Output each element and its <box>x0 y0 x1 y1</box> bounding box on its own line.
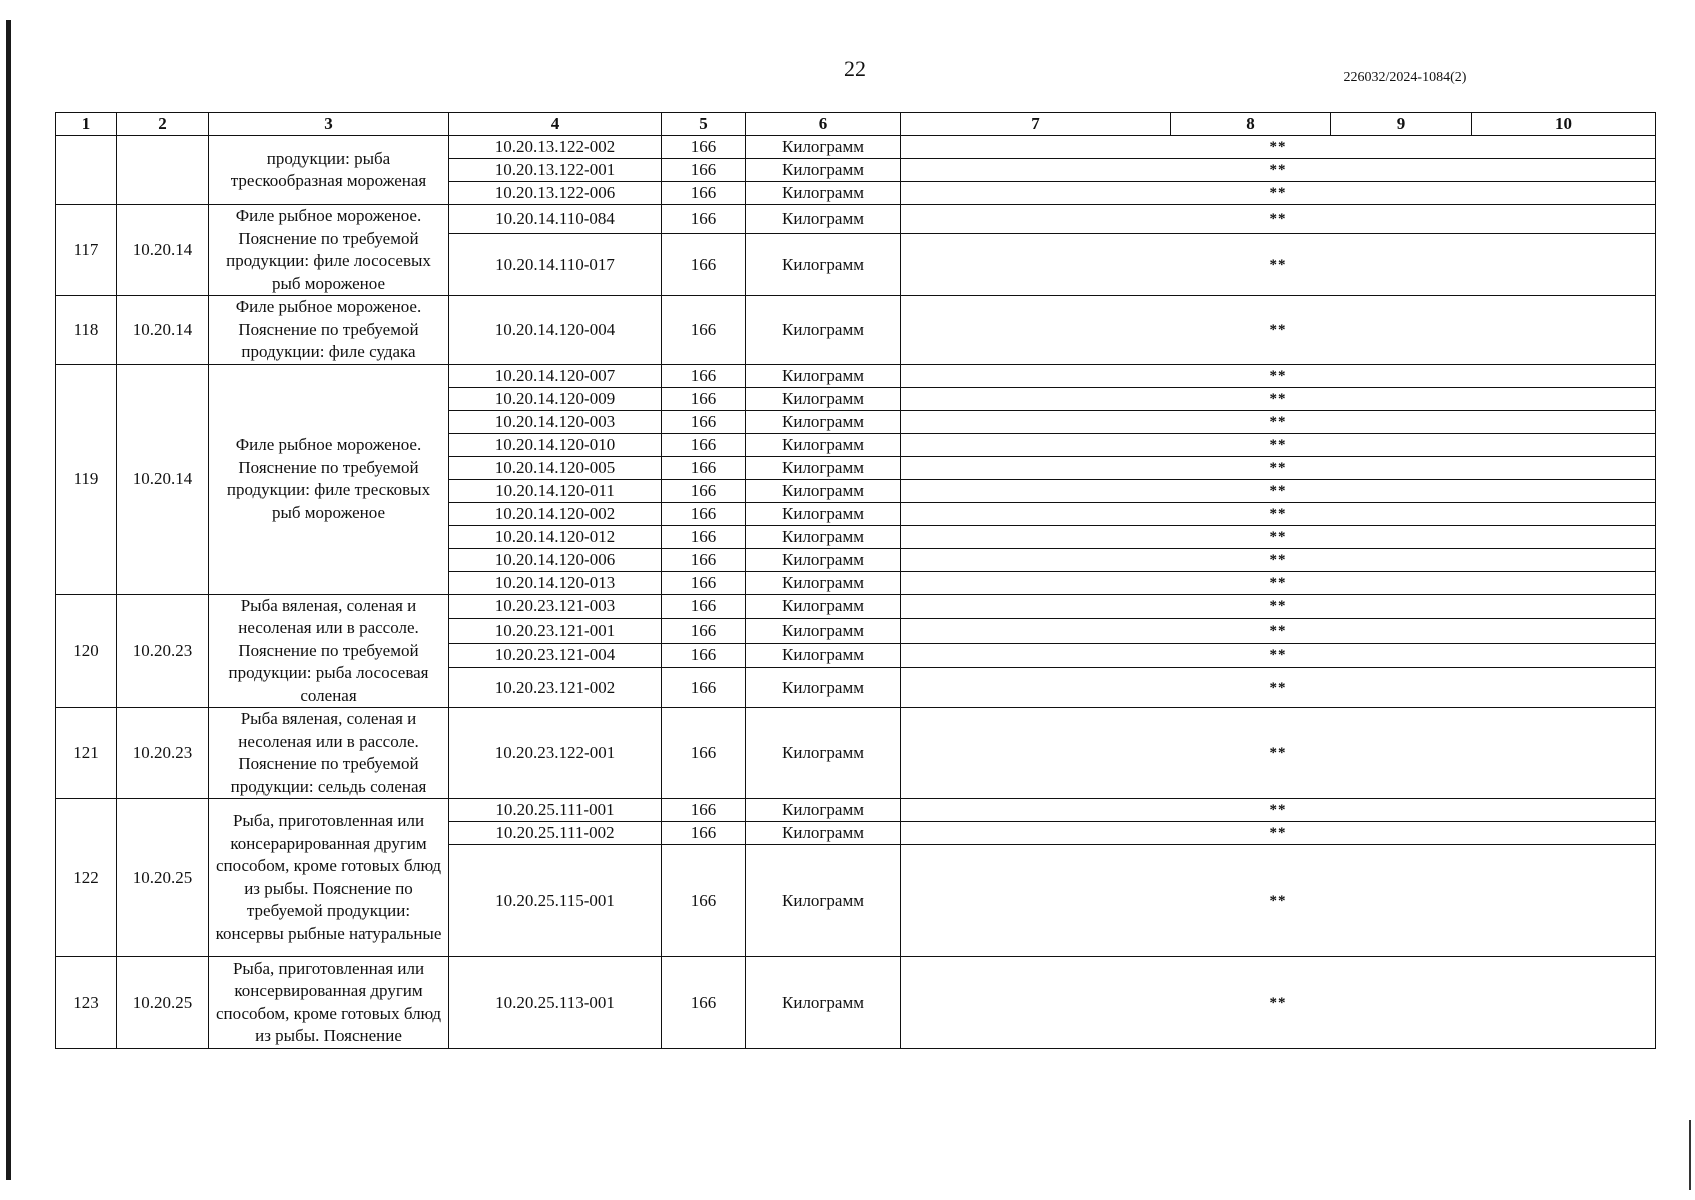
ktru-code-cell: 10.20.14.120-003 <box>449 410 662 433</box>
quantity-cell: ** <box>901 845 1656 957</box>
okei-code-cell: 166 <box>662 571 746 594</box>
ktru-code-cell: 10.20.14.120-013 <box>449 571 662 594</box>
column-header: 1 <box>56 113 117 136</box>
column-header: 9 <box>1331 113 1472 136</box>
ktru-code-cell: 10.20.23.121-001 <box>449 619 662 644</box>
scan-edge-left <box>6 20 11 1180</box>
ktru-code-cell: 10.20.13.122-002 <box>449 136 662 159</box>
okpd-code-cell: 10.20.23 <box>117 594 209 708</box>
procurement-table <box>55 112 1656 1049</box>
table-row <box>56 799 1656 822</box>
unit-cell: Килограмм <box>746 456 901 479</box>
ktru-code-cell: 10.20.14.120-006 <box>449 548 662 571</box>
unit-cell: Килограмм <box>746 410 901 433</box>
position-number-cell: 122 <box>56 799 117 957</box>
unit-cell: Килограмм <box>746 548 901 571</box>
unit-cell: Килограмм <box>746 957 901 1049</box>
ktru-code-cell: 10.20.14.110-084 <box>449 205 662 234</box>
quantity-cell: ** <box>901 594 1656 619</box>
okei-code-cell: 166 <box>662 364 746 387</box>
position-number-cell: 118 <box>56 296 117 365</box>
ktru-code-cell: 10.20.23.122-001 <box>449 708 662 799</box>
ktru-code-cell: 10.20.14.120-011 <box>449 479 662 502</box>
okpd-code-cell <box>117 136 209 205</box>
page-number: 22 <box>844 56 866 81</box>
unit-cell: Килограмм <box>746 668 901 708</box>
scan-edge-right <box>1689 1120 1691 1190</box>
unit-cell: Килограмм <box>746 708 901 799</box>
okei-code-cell: 166 <box>662 456 746 479</box>
okei-code-cell: 166 <box>662 668 746 708</box>
okei-code-cell: 166 <box>662 502 746 525</box>
ktru-code-cell: 10.20.13.122-001 <box>449 159 662 182</box>
okpd-code-cell: 10.20.25 <box>117 799 209 957</box>
ktru-code-cell: 10.20.25.115-001 <box>449 845 662 957</box>
table-row <box>56 136 1656 159</box>
column-header: 5 <box>662 113 746 136</box>
position-number-cell: 123 <box>56 957 117 1049</box>
unit-cell: Килограмм <box>746 433 901 456</box>
column-header: 7 <box>901 113 1171 136</box>
table-row <box>56 364 1656 387</box>
ktru-code-cell: 10.20.25.111-001 <box>449 799 662 822</box>
okei-code-cell: 166 <box>662 410 746 433</box>
quantity-cell: ** <box>901 136 1656 159</box>
okei-code-cell: 166 <box>662 594 746 619</box>
product-name-cell: Рыба, приготовленная или консерарированная другим способом, кроме готовых блюд из рыбы. Пояснение по требуемой продукции: консервы рыбные натуральные <box>209 799 449 957</box>
table-row <box>56 205 1656 234</box>
quantity-cell: ** <box>901 433 1656 456</box>
column-header: 6 <box>746 113 901 136</box>
quantity-cell: ** <box>901 502 1656 525</box>
okei-code-cell: 166 <box>662 136 746 159</box>
column-header: 10 <box>1472 113 1656 136</box>
unit-cell: Килограмм <box>746 799 901 822</box>
table-row <box>56 708 1656 799</box>
ktru-code-cell: 10.20.13.122-006 <box>449 182 662 205</box>
product-name-cell: Рыба вяленая, соленая и несоленая или в рассоле. Пояснение по требуемой продукции: сельдь соленая <box>209 708 449 799</box>
okei-code-cell: 166 <box>662 205 746 234</box>
unit-cell: Килограмм <box>746 502 901 525</box>
position-number-cell <box>56 136 117 205</box>
okei-code-cell: 166 <box>662 159 746 182</box>
unit-cell: Килограмм <box>746 822 901 845</box>
quantity-cell: ** <box>901 182 1656 205</box>
quantity-cell: ** <box>901 643 1656 668</box>
quantity-cell: ** <box>901 548 1656 571</box>
unit-cell: Килограмм <box>746 525 901 548</box>
ktru-code-cell: 10.20.14.120-005 <box>449 456 662 479</box>
ktru-code-cell: 10.20.23.121-002 <box>449 668 662 708</box>
okei-code-cell: 166 <box>662 525 746 548</box>
okei-code-cell: 166 <box>662 548 746 571</box>
unit-cell: Килограмм <box>746 205 901 234</box>
table-row <box>56 594 1656 619</box>
quantity-cell: ** <box>901 619 1656 644</box>
okei-code-cell: 166 <box>662 957 746 1049</box>
ktru-code-cell: 10.20.14.120-010 <box>449 433 662 456</box>
unit-cell: Килограмм <box>746 643 901 668</box>
quantity-cell: ** <box>901 296 1656 365</box>
ktru-code-cell: 10.20.14.120-007 <box>449 364 662 387</box>
ktru-code-cell: 10.20.23.121-004 <box>449 643 662 668</box>
okei-code-cell: 166 <box>662 822 746 845</box>
okei-code-cell: 166 <box>662 643 746 668</box>
table-body <box>56 136 1656 1049</box>
ktru-code-cell: 10.20.25.113-001 <box>449 957 662 1049</box>
okpd-code-cell: 10.20.14 <box>117 364 209 594</box>
okei-code-cell: 166 <box>662 845 746 957</box>
ktru-code-cell: 10.20.25.111-002 <box>449 822 662 845</box>
quantity-cell: ** <box>901 456 1656 479</box>
ktru-code-cell: 10.20.23.121-003 <box>449 594 662 619</box>
product-name-cell: Филе рыбное мороженое. Пояснение по требуемой продукции: филе судака <box>209 296 449 365</box>
quantity-cell: ** <box>901 364 1656 387</box>
product-name-cell: продукции: рыба трескообразная мороженая <box>209 136 449 205</box>
unit-cell: Килограмм <box>746 159 901 182</box>
ktru-code-cell: 10.20.14.120-012 <box>449 525 662 548</box>
column-number-row <box>56 113 1656 136</box>
quantity-cell: ** <box>901 525 1656 548</box>
ktru-code-cell: 10.20.14.110-017 <box>449 234 662 296</box>
quantity-cell: ** <box>901 159 1656 182</box>
okei-code-cell: 166 <box>662 479 746 502</box>
unit-cell: Килограмм <box>746 619 901 644</box>
quantity-cell: ** <box>901 571 1656 594</box>
okei-code-cell: 166 <box>662 708 746 799</box>
unit-cell: Килограмм <box>746 594 901 619</box>
okpd-code-cell: 10.20.23 <box>117 708 209 799</box>
okpd-code-cell: 10.20.14 <box>117 205 209 296</box>
unit-cell: Килограмм <box>746 364 901 387</box>
ktru-code-cell: 10.20.14.120-002 <box>449 502 662 525</box>
product-name-cell: Рыба, приготовленная или консервированная другим способом, кроме готовых блюд из рыбы. Пояснение <box>209 957 449 1049</box>
table-row <box>56 296 1656 365</box>
table-row <box>56 957 1656 1049</box>
position-number-cell: 121 <box>56 708 117 799</box>
okpd-code-cell: 10.20.14 <box>117 296 209 365</box>
okpd-code-cell: 10.20.25 <box>117 957 209 1049</box>
product-name-cell: Рыба вяленая, соленая и несоленая или в рассоле. Пояснение по требуемой продукции: рыба лососевая соленая <box>209 594 449 708</box>
unit-cell: Килограмм <box>746 234 901 296</box>
position-number-cell: 117 <box>56 205 117 296</box>
quantity-cell: ** <box>901 668 1656 708</box>
ktru-code-cell: 10.20.14.120-009 <box>449 387 662 410</box>
quantity-cell: ** <box>901 822 1656 845</box>
document-number: 226032/2024-1084(2) <box>1343 70 1467 85</box>
unit-cell: Килограмм <box>746 182 901 205</box>
unit-cell: Килограмм <box>746 571 901 594</box>
column-header: 2 <box>117 113 209 136</box>
okei-code-cell: 166 <box>662 619 746 644</box>
column-header: 4 <box>449 113 662 136</box>
okei-code-cell: 166 <box>662 433 746 456</box>
quantity-cell: ** <box>901 479 1656 502</box>
okei-code-cell: 166 <box>662 182 746 205</box>
product-name-cell: Филе рыбное мороженое. Пояснение по требуемой продукции: филе лососевых рыб мороженое <box>209 205 449 296</box>
okei-code-cell: 166 <box>662 296 746 365</box>
okei-code-cell: 166 <box>662 234 746 296</box>
quantity-cell: ** <box>901 410 1656 433</box>
unit-cell: Килограмм <box>746 845 901 957</box>
quantity-cell: ** <box>901 387 1656 410</box>
quantity-cell: ** <box>901 799 1656 822</box>
product-name-cell: Филе рыбное мороженое. Пояснение по требуемой продукции: филе тресковых рыб мороженое <box>209 364 449 594</box>
column-header: 8 <box>1171 113 1331 136</box>
unit-cell: Килограмм <box>746 387 901 410</box>
okei-code-cell: 166 <box>662 387 746 410</box>
ktru-code-cell: 10.20.14.120-004 <box>449 296 662 365</box>
unit-cell: Килограмм <box>746 296 901 365</box>
quantity-cell: ** <box>901 708 1656 799</box>
quantity-cell: ** <box>901 205 1656 234</box>
unit-cell: Килограмм <box>746 136 901 159</box>
column-header: 3 <box>209 113 449 136</box>
position-number-cell: 120 <box>56 594 117 708</box>
okei-code-cell: 166 <box>662 799 746 822</box>
quantity-cell: ** <box>901 957 1656 1049</box>
position-number-cell: 119 <box>56 364 117 594</box>
unit-cell: Килограмм <box>746 479 901 502</box>
quantity-cell: ** <box>901 234 1656 296</box>
